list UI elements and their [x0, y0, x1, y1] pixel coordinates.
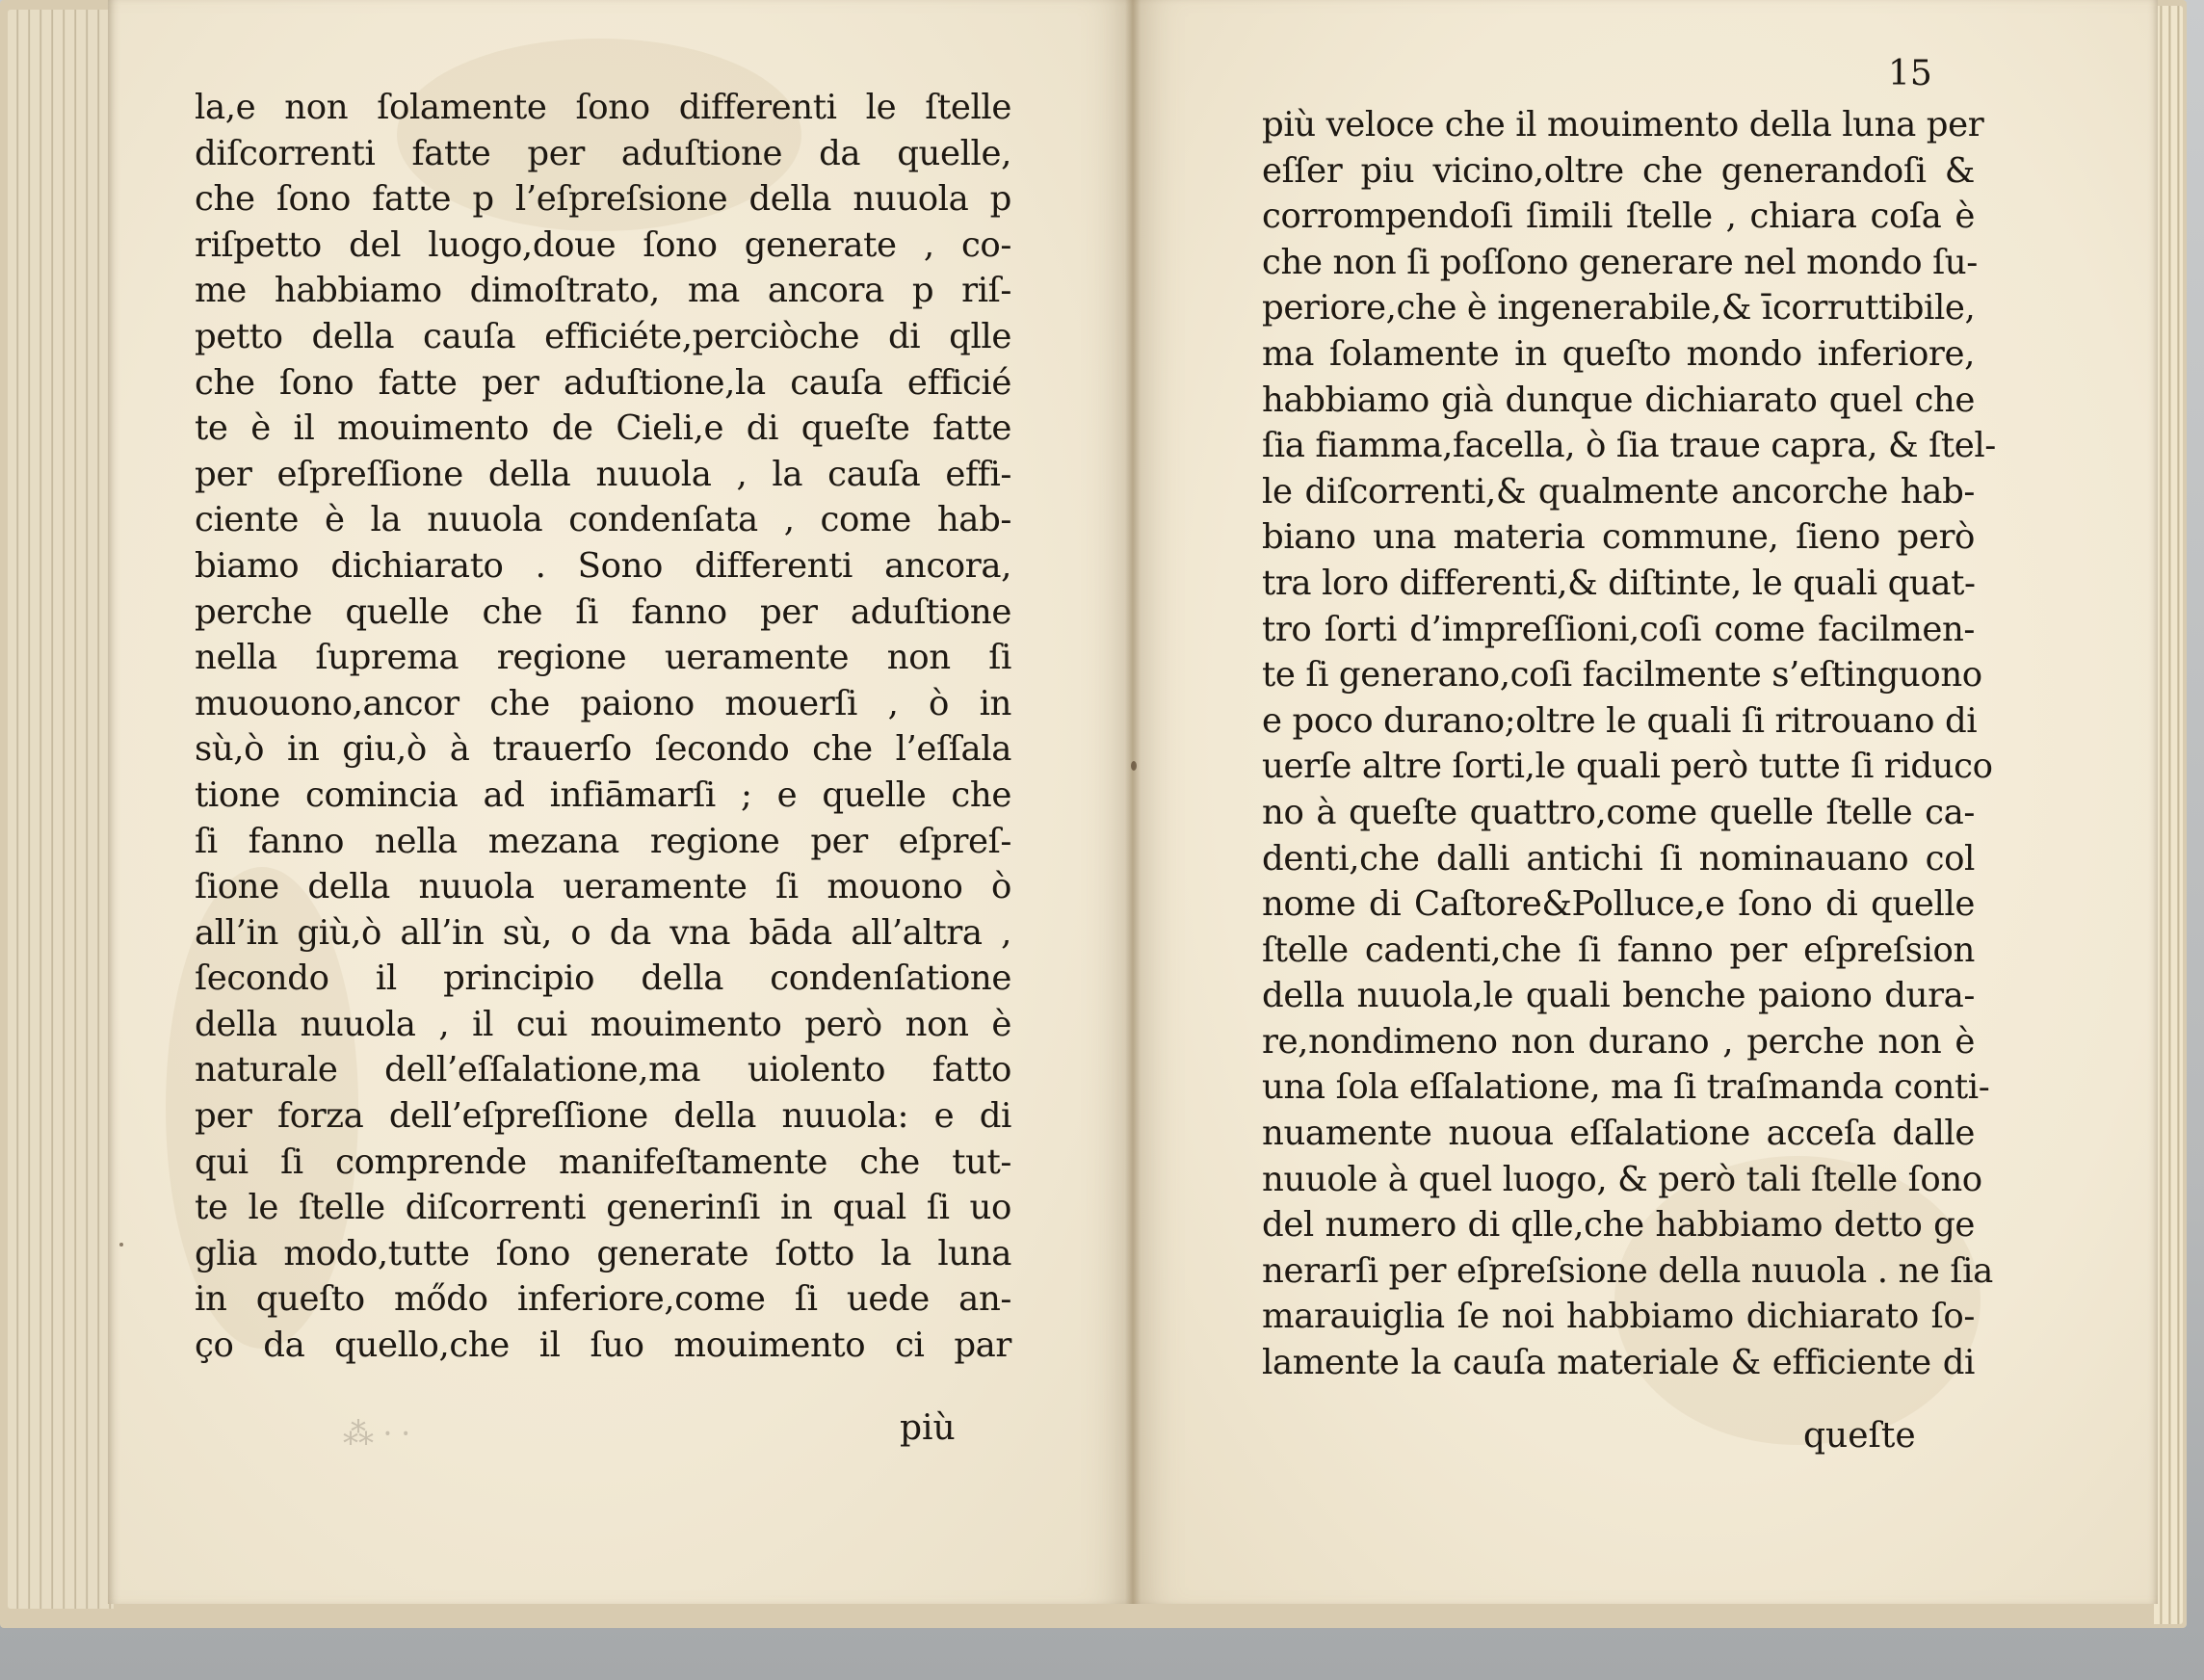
text-line: ma ſolamente in queſto mondo inferiore, [1262, 333, 1975, 374]
text-line: tra loro differenti,& diſtinte, le quali quat- [1262, 563, 1976, 603]
text-line: eſſer piu vicino,oltre che generandoſi & [1262, 150, 1975, 191]
text-line: che ſono fatte p l’eſpreſsione della nuuola p [195, 179, 1011, 220]
text-line: no à queſte quattro,come quelle ſtelle ca- [1262, 792, 1975, 832]
right-page-text [1262, 102, 1996, 1386]
text-line: la,e non ſolamente ſono differenti le ſtelle [195, 88, 1011, 127]
text-line: biamo dichiarato . Sono differenti ancora, [195, 545, 1011, 586]
text-line: sù,ò in giu,ò à trauerſo ſecondo che l’eſſala [195, 729, 1011, 770]
left-catchword: più [900, 1408, 956, 1448]
text-line: della nuuola , il cui mouimento però non è [195, 1004, 1011, 1044]
text-line: e poco durano;oltre le quali ſi ritrouano di [1262, 700, 1978, 741]
text-line: nome di Caſtore&Polluce,e ſono di quelle [1262, 884, 1975, 925]
text-line: che ſono fatte per aduſtione,la cauſa efficié [195, 362, 1011, 403]
text-line: nuamente nuoua eſſalatione acceſa dalle [1262, 1114, 1975, 1154]
show-through-mark: ⁂ ⸱ ⸱ [343, 1415, 410, 1452]
text-line: naturale dell’eſſalatione,ma uiolento fatto [195, 1050, 1011, 1090]
text-line: tro ſorti d’impreſſioni,coſi come facilmen- [1262, 609, 1975, 649]
text-line: glia modo,tutte ſono generate ſotto la luna [195, 1233, 1011, 1273]
binding-mark [1131, 761, 1137, 771]
text-line: in queſto mődo inferiore,come ſi uede an- [195, 1279, 1011, 1320]
page-number: 15 [1888, 54, 1932, 93]
binding-mark [119, 1243, 123, 1247]
text-line: te ſi generano,coſi facilmente s’eſtinguono [1262, 655, 1982, 696]
text-line: nuuole à quel luogo, & però tali ſtelle ſono [1262, 1159, 1982, 1199]
text-line: all’in giù,ò all’in sù, o da vna bāda all’altra , [195, 912, 1011, 953]
text-line: ſi fanno nella mezana regione per eſpreſ- [195, 821, 1011, 861]
text-line: muouono,ancor che paiono mouerſi , ò in [195, 683, 1011, 723]
text-line: della nuuola,le quali benche paiono dura- [1262, 976, 1975, 1016]
text-line: biano una materia commune, ſieno però [1262, 517, 1975, 558]
right-catchword: queſte [1803, 1416, 1916, 1456]
text-line: uerſe altre ſorti,le quali però tutte ſi riduco [1262, 747, 1993, 787]
text-line: ſione della nuuola ueramente ſi mouono ò [195, 867, 1011, 907]
text-line: diſcorrenti fatte per aduſtione da quelle, [195, 133, 1011, 173]
text-line: denti,che dalli antichi ſi nominauano col [1262, 838, 1975, 879]
text-line: petto della cauſa efficiéte,perciòche di qlle [195, 316, 1011, 356]
right-page-stack [2154, 6, 2183, 1624]
text-line: re,nondimeno non durano , perche non è [1262, 1021, 1975, 1062]
text-line: lamente la cauſa materiale & efficiente di [1262, 1343, 1975, 1383]
text-line: per forza dell’eſpreſſione della nuuola: e di [195, 1096, 1011, 1137]
left-page-stack [8, 10, 114, 1609]
text-line: più veloce che il mouimento della luna per [1262, 105, 1984, 144]
text-line: del numero di qlle,che habbiamo detto ge [1262, 1205, 1975, 1246]
text-line: periore,che è ingenerabile,& īcorruttibile, [1262, 288, 1976, 328]
text-line: nerarſi per eſpreſsione della nuuola . ne ſia [1262, 1250, 1993, 1291]
text-line: per eſpreſſione della nuuola , la cauſa effi- [195, 454, 1011, 494]
book-gutter [1125, 0, 1141, 1604]
text-line: qui ſi comprende manifeſtamente che tut- [195, 1142, 1011, 1182]
text-line: una ſola eſſalatione, ma ſi traſmanda conti- [1262, 1067, 1990, 1108]
text-line: te è il mouimento de Cieli,e di queſte fatte [195, 408, 1011, 449]
text-line: ço da quello,che il ſuo mouimento ci par [195, 1326, 1011, 1366]
text-line: ſtelle cadenti,che ſi fanno per eſpreſsion [1262, 930, 1975, 970]
text-line: te le ſtelle diſcorrenti generinſi in qual ſi uo [195, 1188, 1011, 1228]
text-line: ſia fiamma,facella, ò ſia traue capra, & ſtel- [1262, 426, 1996, 466]
text-line: che non ſi poſſono generare nel mondo ſu- [1262, 242, 1978, 282]
text-line: corrompendoſi ſimili ſtelle , chiara coſa è [1262, 197, 1975, 237]
text-line: nella ſuprema regione ueramente non ſi [195, 638, 1011, 678]
text-line: perche quelle che ſi fanno per aduſtione [195, 591, 1011, 632]
text-line: tione comincia ad infiāmarſi ; e quelle che [195, 774, 1011, 815]
text-line: ſecondo il principio della condenſatione [195, 958, 1011, 999]
text-line: ciente è la nuuola condenſata , come hab- [195, 500, 1011, 540]
text-line: marauiglia ſe noi habbiamo dichiarato ſo- [1262, 1297, 1975, 1337]
text-line: habbiamo già dunque dichiarato quel che [1262, 380, 1975, 420]
text-line: le diſcorrenti,& qualmente ancorche hab- [1262, 471, 1975, 512]
text-line: me habbiamo dimoſtrato, ma ancora p riſ- [195, 271, 1011, 311]
text-line: riſpetto del luogo,doue ſono generate , co- [195, 224, 1011, 265]
left-page-text [195, 85, 1011, 1369]
